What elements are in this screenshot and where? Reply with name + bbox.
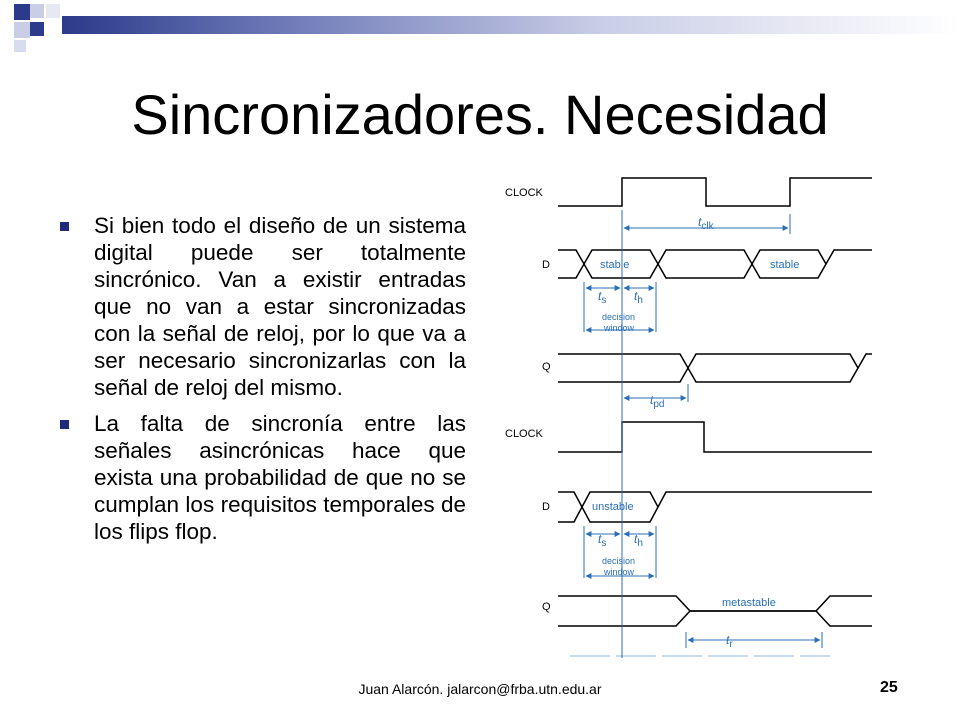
d-label: D: [542, 259, 550, 271]
clock-waveform: [558, 178, 872, 206]
d-unstable: unstable: [592, 501, 634, 513]
ts-label: $t_s$: [598, 289, 607, 306]
slide-title: Sincronizadores. Necesidad: [131, 83, 829, 146]
d-label: D: [542, 501, 550, 513]
tr-label: $t_r$: [726, 633, 733, 650]
tclk-label: $t_{clk}$: [698, 215, 714, 232]
square-bullet-icon: [60, 222, 69, 231]
tpd-label: $t_{pd}$: [650, 393, 665, 410]
q-bus-waveform: [558, 354, 872, 382]
ts-label: $t_s$: [598, 532, 607, 549]
d-stable-1: stable: [600, 259, 630, 271]
bullet-item: [56, 212, 466, 401]
bullet-text: La falta de sincronía entre las señales asincrónicas hace que exista una probabilidad de que no se cumplan los requisitos temporales de los flips flop.: [94, 411, 466, 544]
clock-label: CLOCK: [505, 187, 543, 199]
clock-waveform: [558, 422, 872, 452]
square-bullet-icon: [60, 420, 69, 429]
timing-diagram: [490, 170, 890, 660]
clock-label: CLOCK: [505, 428, 543, 440]
window-label-1: decision: [602, 312, 636, 322]
window-label-2: window: [604, 567, 635, 577]
header-gradient-bar: [62, 16, 960, 34]
footer-text: Juan Alarcón. jalarcon@frba.utn.edu.ar: [358, 681, 602, 697]
tr-annotation: [686, 632, 822, 648]
window-label-1: decision: [602, 556, 636, 566]
bullet-list: [56, 212, 466, 554]
q-metastable-waveform: [558, 596, 872, 626]
page-number: 25: [880, 679, 898, 696]
bullet-text: Si bien todo el diseño de un sistema digital puede ser totalmente sincrónico. Van a existir entradas que no van a estar sincronizadas con la señal de reloj, por lo que va a ser necesario sincronizarlas con la señal de reloj del mismo.: [94, 213, 466, 400]
th-label: $t_h$: [634, 532, 643, 549]
q-label: Q: [542, 361, 551, 373]
window-label-2: window: [604, 323, 635, 333]
d-stable-2: stable: [770, 259, 800, 271]
th-label: $t_h$: [634, 289, 643, 306]
metastable-label: metastable: [722, 597, 776, 609]
bullet-item: [56, 410, 466, 545]
q-label: Q: [542, 601, 551, 613]
